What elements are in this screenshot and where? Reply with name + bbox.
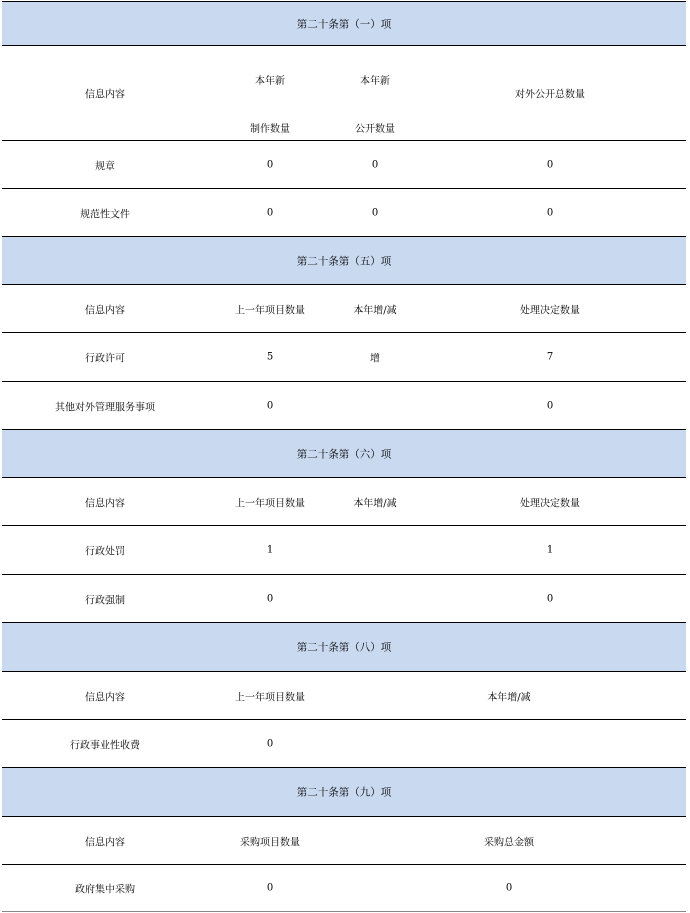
table-row (2, 720, 686, 768)
col-new-published-line1: 本年新 (360, 76, 390, 87)
row-value: 0 (371, 159, 379, 170)
row-value: 7 (546, 351, 554, 363)
section-4-header (2, 623, 686, 672)
row-value: 0 (546, 593, 554, 604)
row-value: 0 (546, 400, 554, 411)
section-5-title: 第二十条第（九）项 (296, 786, 392, 799)
row-value: 0 (266, 159, 274, 170)
row-value: 0 (266, 207, 274, 218)
col-new-made-line2: 制作数量 (250, 124, 290, 135)
table-row (2, 333, 686, 382)
row-value: 1 (266, 544, 274, 556)
col-info-content: 信息内容 (85, 89, 125, 101)
row-value: 0 (505, 882, 513, 894)
table-row (2, 865, 686, 912)
col-decisions: 处理决定数量 (520, 305, 580, 316)
table-row (2, 189, 686, 237)
table-row (2, 141, 686, 189)
table-row (2, 526, 686, 575)
section-2-header (2, 237, 686, 285)
section-3-header (2, 430, 686, 478)
section-5-header (2, 768, 686, 817)
table-row (2, 382, 686, 430)
col-total-published: 对外公开总数量 (515, 89, 585, 101)
col-change: 本年增/减 (353, 305, 397, 316)
col-last-year-count: 上一年项目数量 (235, 305, 305, 316)
row-value: 0 (266, 400, 274, 411)
col-change: 本年增/减 (487, 692, 531, 703)
col-new-made-line1: 本年新 (255, 76, 285, 87)
row-value: 0 (546, 159, 554, 170)
section-3-title: 第二十条第（六）项 (296, 448, 392, 460)
section-5-column-header (2, 817, 686, 865)
col-info-content: 信息内容 (85, 692, 125, 703)
row-label: 行政许可 (85, 353, 125, 365)
row-label: 规章 (95, 161, 115, 172)
row-value: 5 (266, 351, 274, 363)
row-label: 行政处罚 (85, 546, 125, 558)
col-info-content: 信息内容 (85, 305, 125, 316)
col-new-published-line2: 公开数量 (355, 124, 395, 135)
col-decisions: 处理决定数量 (520, 498, 580, 509)
row-value: 1 (546, 544, 554, 556)
col-info-content: 信息内容 (85, 837, 125, 848)
section-4-title: 第二十条第（八）项 (296, 641, 392, 654)
col-last-year-count: 上一年项目数量 (235, 692, 305, 703)
row-value: 0 (266, 882, 274, 894)
row-label: 规范性文件 (80, 209, 130, 220)
col-purchase-count: 采购项目数量 (240, 837, 300, 848)
row-label: 行政强制 (85, 595, 125, 606)
col-change: 本年增/减 (353, 498, 397, 509)
row-value: 0 (266, 593, 274, 604)
section-4-column-header (2, 672, 686, 720)
row-label: 行政事业性收费 (70, 740, 140, 751)
col-purchase-amount: 采购总金额 (484, 837, 534, 848)
section-1-header (2, 2, 686, 46)
section-3-column-header (2, 478, 686, 526)
col-last-year-count: 上一年项目数量 (235, 498, 305, 509)
section-1-column-header (2, 46, 686, 141)
section-1-title: 第二十条第（一）项 (296, 18, 392, 30)
row-label: 政府集中采购 (75, 884, 135, 896)
row-value: 0 (266, 738, 274, 749)
row-value: 增 (370, 353, 380, 365)
table-row (2, 575, 686, 623)
row-value: 0 (371, 207, 379, 218)
col-info-content: 信息内容 (85, 498, 125, 509)
section-2-column-header (2, 285, 686, 333)
row-label: 其他对外管理服务事项 (55, 402, 155, 413)
row-value: 0 (546, 207, 554, 218)
section-2-title: 第二十条第（五）项 (296, 255, 392, 267)
